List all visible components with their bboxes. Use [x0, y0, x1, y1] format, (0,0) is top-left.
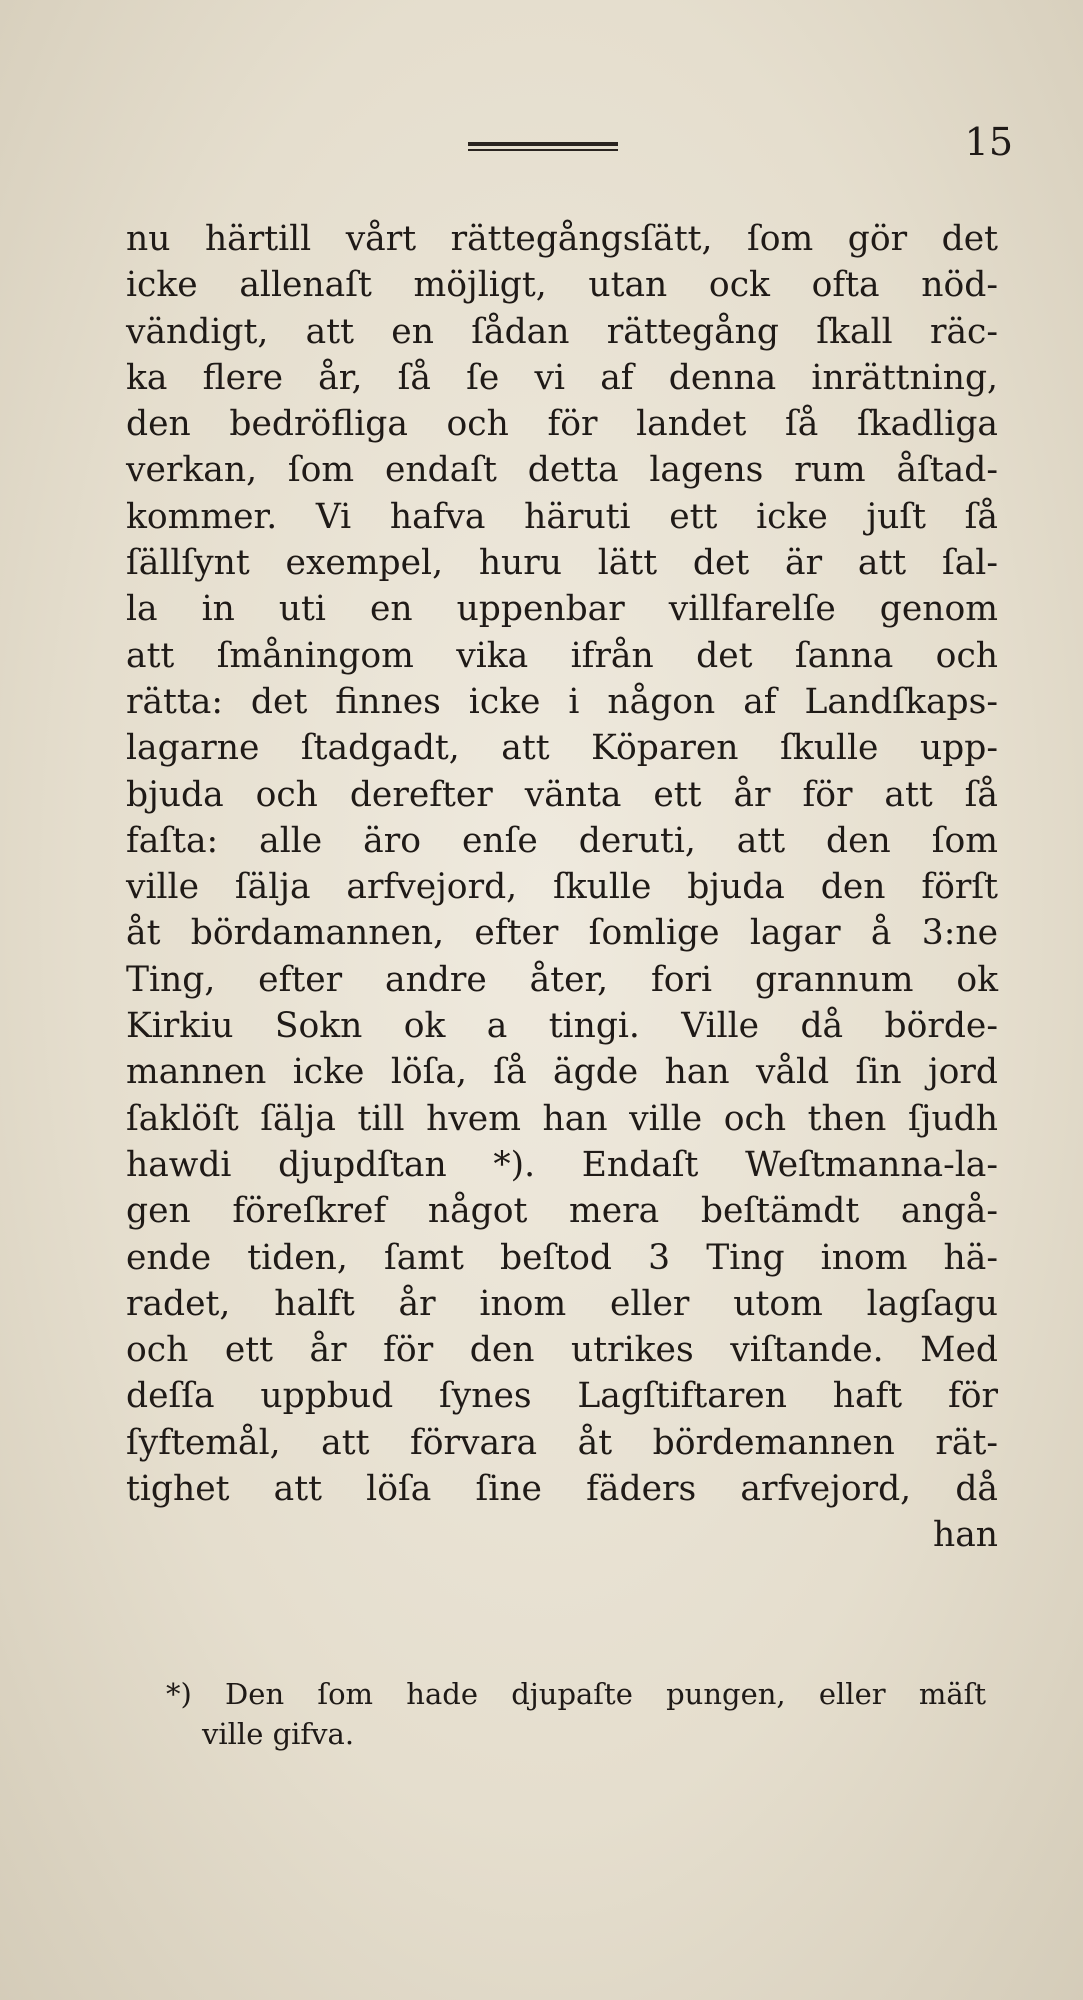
text-line: mannen icke löſa, ſå ägde han våld ſin jord — [126, 1052, 998, 1093]
footnote-line: ville gifva. — [202, 1717, 355, 1751]
text-line: tighet att löſa ſine fäders arfvejord, då — [126, 1469, 998, 1510]
text-line: och ett år för den utrikes viſtande. Med — [126, 1330, 998, 1371]
text-line: icke allenaſt möjligt, utan ock ofta nöd- — [126, 265, 998, 306]
text-line: rätta: det finnes icke i någon af Landſkaps- — [126, 681, 998, 722]
text-line: ville ſälja arfvejord, ſkulle bjuda den förſt — [126, 867, 998, 908]
text-line: bjuda och derefter vänta ett år för att ſå — [126, 774, 998, 815]
catchword: han — [932, 1515, 998, 1556]
text-line: lagarne ſtadgadt, att Köparen ſkulle upp- — [126, 728, 998, 769]
text-line: nu härtill vårt rättegångsſätt, ſom gör det — [126, 219, 998, 259]
text-line: kommer. Vi hafva häruti ett icke juſt ſå — [126, 496, 998, 537]
text-line: radet, halft år inom eller utom lagſagu — [126, 1283, 998, 1324]
body-text — [126, 216, 998, 1559]
text-line: den bedröfliga och för landet ſå ſkadliga — [126, 404, 998, 445]
text-line: deſſa uppbud ſynes Lagſtiftaren haft för — [126, 1376, 998, 1417]
text-line: åt bördamannen, efter ſomlige lagar å 3:ne — [126, 913, 998, 954]
footnote-line: *) Den ſom hade djupaſte pungen, eller mäſt — [166, 1677, 986, 1711]
text-line: ka flere år, ſå ſe vi af denna inrättning, — [126, 357, 998, 398]
page-number: 15 — [964, 120, 1013, 164]
footnote — [166, 1674, 986, 1754]
text-line: ende tiden, ſamt beſtod 3 Ting inom hä- — [126, 1237, 998, 1278]
text-line: gen föreſkref något mera beſtämdt angå- — [126, 1191, 998, 1232]
header-rule — [468, 142, 618, 151]
text-line: faſta: alle äro enſe deruti, att den ſom — [126, 820, 998, 861]
text-line: hawdi djupdſtan *). Endaſt Weſtmanna-la- — [126, 1144, 998, 1185]
text-line: Ting, efter andre åter, fori grannum ok — [126, 959, 998, 1000]
text-line: ſaklöſt ſälja till hvem han ville och then ſjudh — [126, 1098, 998, 1139]
text-line: Kirkiu Sokn ok a tingi. Ville då börde- — [126, 1006, 998, 1047]
text-line: att ſmåningom vika ifrån det ſanna och — [126, 635, 998, 676]
text-line: ſyftemål, att förvara åt bördemannen rät- — [126, 1422, 998, 1463]
text-line: ſällſynt exempel, huru lätt det är att ſal- — [126, 543, 998, 584]
text-line: verkan, ſom endaſt detta lagens rum åſtad- — [126, 450, 998, 491]
text-line: vändigt, att en ſådan rättegång ſkall räc- — [126, 311, 998, 352]
text-line: la in uti en uppenbar villfarelſe genom — [126, 589, 998, 630]
